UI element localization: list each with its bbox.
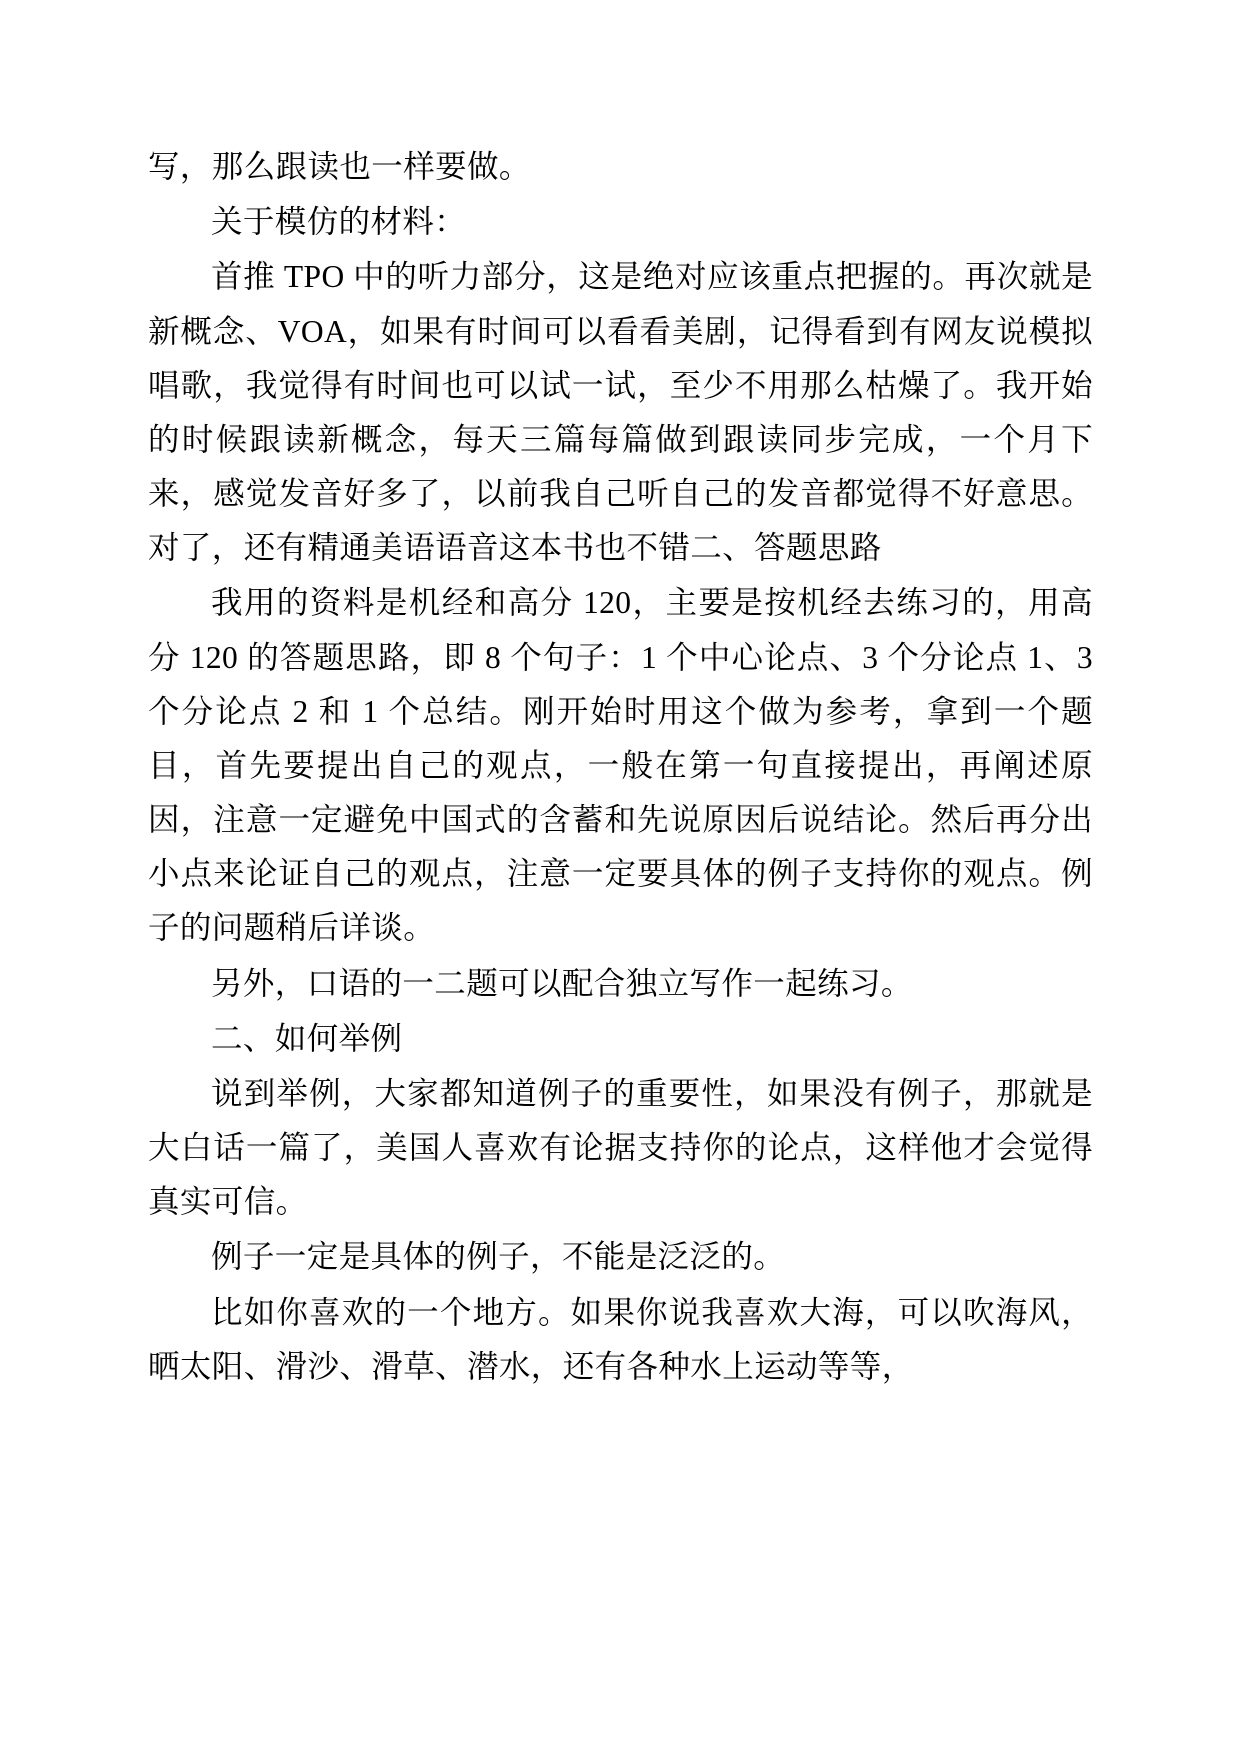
paragraph: 例子一定是具体的例子，不能是泛泛的。 (211, 1239, 786, 1275)
paragraph: 首推 TPO 中的听力部分，这是绝对应该重点把握的。再次就是新概念、VOA，如果有时间可以看看美剧，记得看到有网友说模拟唱歌，我觉得有时间也可以试一试，至少不用那么枯燥了。我开始的时候跟读新概念，每天三篇每篇做到跟读同步完成，一个月下来，感觉发音好多了，以前我自己听自己的发音都觉得不好意思。对了，还有精通美语语音这本书也不错二、答题思路 (148, 259, 1093, 566)
paragraph: 另外，口语的一二题可以配合独立写作一起练习。 (211, 965, 913, 1001)
paragraph: 说到举例，大家都知道例子的重要性，如果没有例子，那就是大白话一篇了，美国人喜欢有论据支持你的论点，这样他才会觉得真实可信。 (148, 1075, 1093, 1220)
paragraph: 关于模仿的材料： (211, 204, 467, 240)
paragraph: 我用的资料是机经和高分 120，主要是按机经去练习的，用高分 120 的答题思路，即 8 个句子：1 个中心论点、3 个分论点 1、3 个分论点 2 和 1 个总结。刚开始时用这个做为参考，拿到一个题目，首先要提出自己的观点，一般在第一句直接提出，再阐述原因，注意一定避免中国式的含蓄和先说原因后说结论。然后再分出小点来论证自己的观点，注意一定要具体的例子支持你的观点。例子的问题稍后详谈。 (148, 585, 1093, 946)
paragraph: 写，那么跟读也一样要做。 (148, 149, 531, 184)
paragraph: 比如你喜欢的一个地方。如果你说我喜欢大海，可以吹海风，晒太阳、滑沙、滑草、潜水，还有各种水上运动等等， (148, 1294, 1093, 1384)
document-body (148, 140, 1093, 1394)
paragraph: 二、如何举例 (211, 1020, 403, 1056)
